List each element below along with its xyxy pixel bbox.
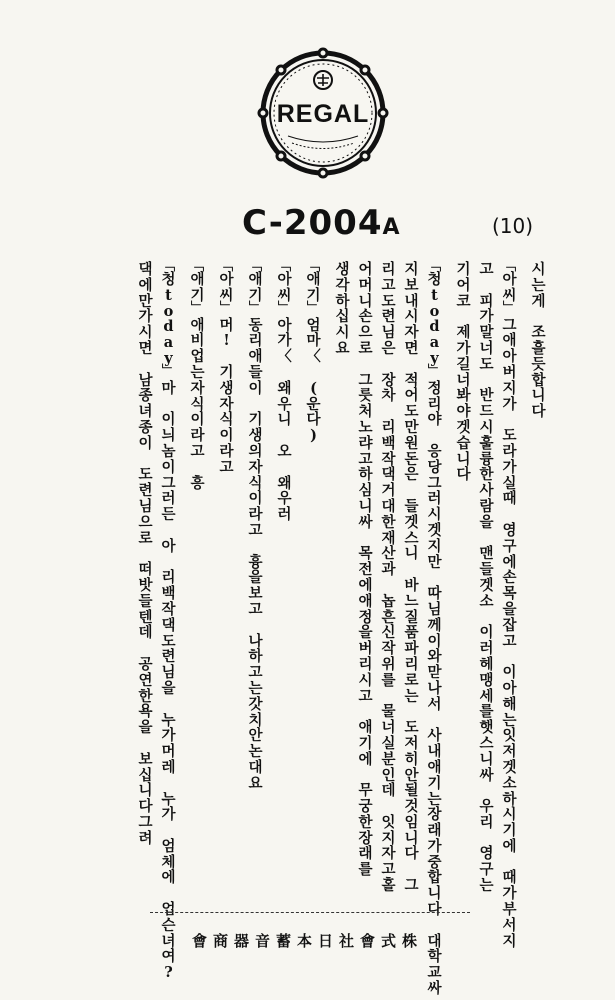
lyric-text: 시 는 게 조 흘 듯 합 니 다 <box>531 261 546 421</box>
lyric-text: 마 이 늬 놈 이 그 러 든 아 리 백 작 댁 도 련 님 을 누 가 머 레 누 가 엄 체 에 업 슨 녀 여 ? <box>161 379 176 982</box>
lyric-line <box>302 259 325 902</box>
speaker-label: ﹁ 아 씨 ﹂ <box>219 259 234 316</box>
lyric-line <box>527 262 550 902</box>
lyric-line <box>498 259 521 950</box>
lyric-line <box>215 259 238 902</box>
lyric-line <box>186 259 209 902</box>
lyric-text: 고 피 가 말 너 도 반 드 시 훌 륭 한 사 람 을 맨 들 겟 소 이 러 헤 맹 세 를 햇 스 니 싸 우 리 영 구 는 <box>479 261 494 895</box>
lyric-text: 정 리 야 응 당 그 러 시 겟 지 만 따 님 께 이 와 맏 나 서 사 내 애 기 는 장 래 가 중 합 니 다 대 학 교 싸 <box>427 379 442 998</box>
lyric-text: 엄 마 〈 ( 운 다 ) <box>306 316 321 445</box>
lyric-text: 지 보 내 시 자 면 적 어 도 만 원 돈 은 들 겟 스 니 바 느 질 품 파 리 로 는 도 저 히 안 될 것 임 니 다 그 <box>404 261 419 895</box>
speaker-label: ﹁ 아 씨 ﹂ <box>277 259 292 316</box>
speaker-label: ﹁ 청 t o d a y ﹂ <box>427 259 442 379</box>
speaker-label: ﹁ 애 기 ﹂ <box>190 259 205 316</box>
regal-logo <box>258 48 388 178</box>
logo-text: REGAL <box>276 100 370 128</box>
lyric-text: 아 가 〈 왜 우 니 오 왜 우 러 <box>277 316 292 524</box>
lyric-line <box>354 262 377 902</box>
lyric-text: 생 각 하 십 시 요 <box>335 261 350 357</box>
catalog-suffix: A <box>382 215 401 240</box>
lyric-text: 애 비 업 는 자 식 이 라 고 흥 <box>190 316 205 492</box>
lyric-line <box>423 259 446 998</box>
speaker-label: ﹁ 애 기 ﹂ <box>248 259 263 316</box>
lyric-line <box>273 259 296 902</box>
lyric-line <box>244 259 267 902</box>
lyric-text: 기 어 코 제 가 길 너 봐 야 겟 습 니 다 <box>456 261 471 484</box>
lyric-text: 동 리 애 들 이 기 생 의 자 식 이 라 고 흉 을 보 고 나 하 고 는 갓 치 안 논 대 요 <box>248 316 263 792</box>
lyric-text: 댁 에 만 가 시 면 남 종 녀 종 이 도 련 님 으 로 떠 밧 들 텐 데 공 연 한 욕 을 보 십 니 다 그 려 <box>138 261 153 847</box>
footer-divider <box>150 912 470 913</box>
lyric-line <box>134 262 157 902</box>
lyric-line <box>331 262 354 902</box>
lyric-text: 리 고 도 련 님 은 장 차 리 백 작 댁 거 대 한 재 산 과 놉 흔 신 작 위 를 물 너 실 분 인 데 잇 지 자 고 홀 <box>381 261 396 895</box>
speaker-label: ﹁ 애 기 ﹂ <box>306 259 321 316</box>
speaker-label: ﹁ 청 t o d a y ﹂ <box>161 259 176 379</box>
lyric-text: 머 ! 기 생 자 식 이 라 고 <box>219 316 234 476</box>
lyric-text: 어 머 니 손 으 로 그 릇 처 노 랴 고 하 심 니 싸 목 전 에 애 정 을 버 리 시 고 애 기 에 무 궁 한 장 래 를 <box>358 261 373 879</box>
speaker-label: ﹁ 아 씨 ﹂ <box>502 259 517 316</box>
catalog-number: C-2004A <box>242 203 401 243</box>
publisher-footer: 會商器音蓄本日社會式株 <box>191 932 423 950</box>
lyric-line <box>452 262 475 902</box>
lyric-line <box>377 262 400 902</box>
lyric-text: 그 애 아 버 지 가 도 라 가 실 때 영 구 에 손 목 을 잡 고 이 아 해 는 잇 저 겟 소 하 시 기 에 때 가 부 서 지 <box>502 316 517 950</box>
lyric-line <box>400 262 423 902</box>
lyric-line <box>157 259 180 982</box>
page-number: (10) <box>492 214 534 238</box>
lyric-line <box>475 262 498 902</box>
